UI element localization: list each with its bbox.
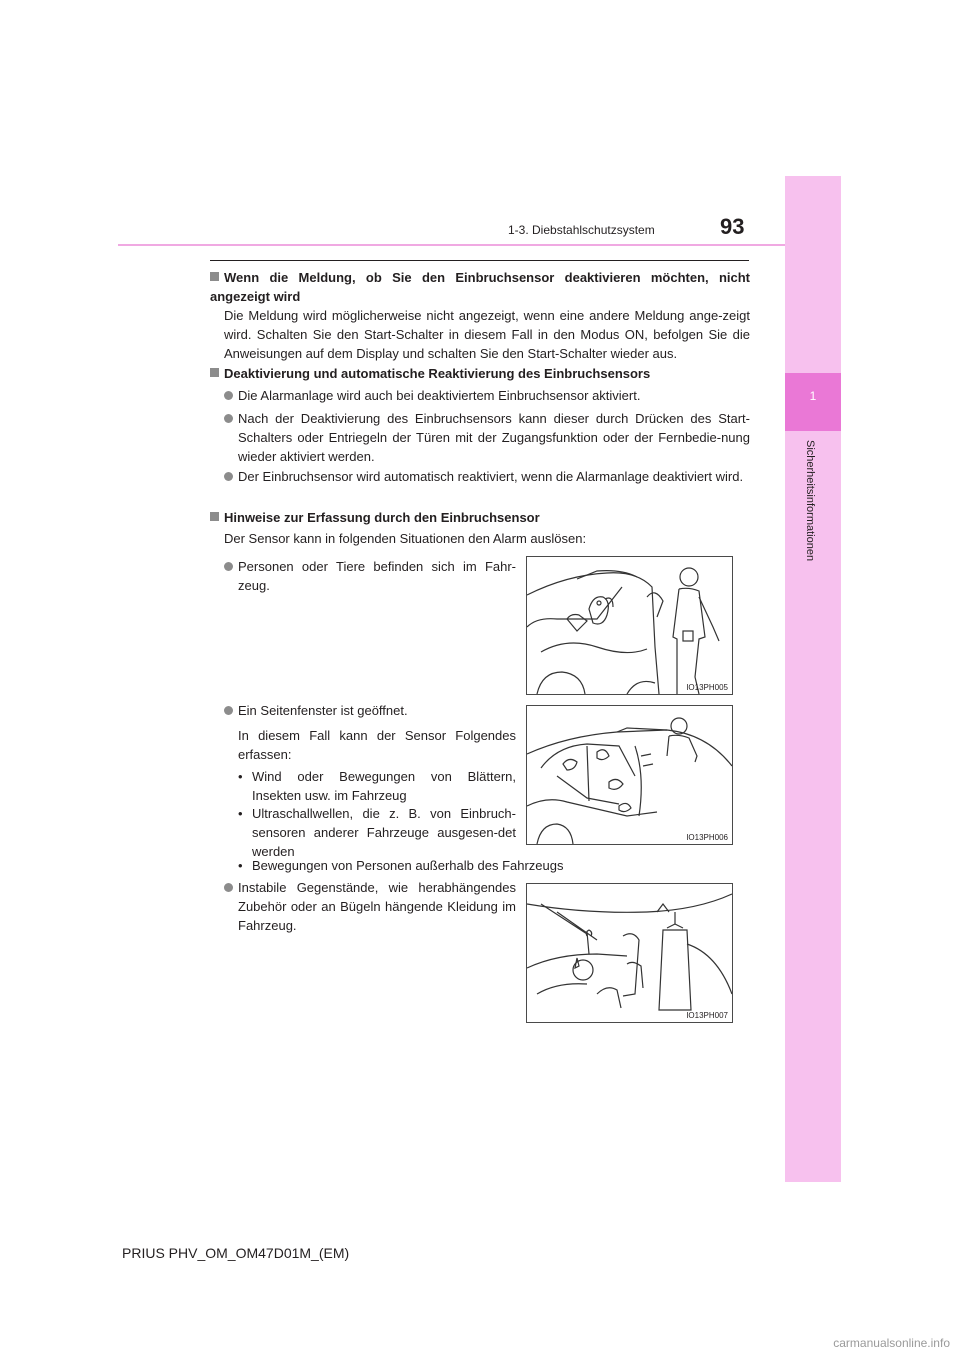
condition-item-window-open bbox=[238, 701, 516, 720]
content-top-rule bbox=[210, 260, 749, 261]
sub-bullet-dot: • bbox=[238, 806, 243, 821]
round-bullet-icon bbox=[224, 391, 233, 400]
figure-code: IO13PH005 bbox=[686, 683, 728, 692]
round-bullet-icon bbox=[224, 562, 233, 571]
page-number: 93 bbox=[720, 214, 745, 239]
section-2-heading bbox=[210, 364, 750, 383]
chapter-title: Sicherheitsinformationen bbox=[804, 440, 816, 562]
section-3-heading bbox=[210, 508, 750, 527]
chapter-number: 1 bbox=[809, 389, 817, 403]
bullet-text: Die Alarmanlage wird auch bei deaktiviertem Einbruchsensor aktiviert. bbox=[238, 388, 641, 403]
figure-person-dog-in-car bbox=[526, 556, 733, 695]
watermark: carmanualsonline.info bbox=[833, 1336, 950, 1350]
figure-code: IO13PH007 bbox=[686, 1011, 728, 1020]
round-bullet-icon bbox=[224, 706, 233, 715]
sub-bullet-text: Ultraschallwellen, die z. B. von Einbruch-sensoren anderer Fahrzeuge ausgesen-det werden bbox=[252, 806, 516, 859]
bullet-text: Instabile Gegenstände, wie herabhängendes Zubehör oder an Bügeln hängende Kleidung im Fahrzeug. bbox=[238, 880, 516, 933]
round-bullet-icon bbox=[224, 414, 233, 423]
chapter-title-vertical bbox=[799, 440, 821, 600]
sub-bullet-item bbox=[238, 767, 516, 805]
sub-bullet-item bbox=[238, 856, 738, 875]
car-dog-person-illustration bbox=[527, 557, 732, 694]
figure-hanging-items bbox=[526, 883, 733, 1023]
bullet-item bbox=[238, 409, 750, 466]
section-3-intro: Der Sensor kann in folgenden Situationen den Alarm auslösen: bbox=[224, 531, 587, 546]
open-window-illustration bbox=[527, 706, 732, 844]
heading-text: Deaktivierung und automatische Reaktivierung des Einbruchsensors bbox=[224, 366, 651, 381]
figure-code: IO13PH006 bbox=[686, 833, 728, 842]
window-detail: In diesem Fall kann der Sensor Folgendes erfassen: bbox=[238, 728, 516, 762]
condition-item-unstable-objects bbox=[238, 878, 516, 935]
interior-hanging-items-illustration bbox=[527, 884, 732, 1022]
heading-text: Hinweise zur Erfassung durch den Einbruchsensor bbox=[224, 510, 540, 525]
bullet-text: Ein Seitenfenster ist geöffnet. bbox=[238, 703, 408, 718]
chapter-sidebar bbox=[785, 176, 841, 1182]
section-1-body: Die Meldung wird möglicherweise nicht angezeigt, wenn eine andere Meldung ange-zeigt wird. Schalten Sie den Start-Schalter in diesem Fall in den Modus ON, befolgen Sie die Anweisungen auf dem Display und schalten Sie den Start-Schalter wieder aus. bbox=[224, 308, 750, 361]
bullet-item bbox=[238, 467, 750, 486]
square-bullet-icon bbox=[210, 272, 219, 281]
sub-bullet-dot: • bbox=[238, 858, 243, 873]
header-rule bbox=[118, 244, 785, 246]
square-bullet-icon bbox=[210, 368, 219, 377]
condition-item-people-animals bbox=[238, 557, 516, 595]
figure-open-window-leaves bbox=[526, 705, 733, 845]
round-bullet-icon bbox=[224, 472, 233, 481]
sub-bullet-text: Wind oder Bewegungen von Blättern, Insekten usw. im Fahrzeug bbox=[252, 769, 516, 803]
chapter-number-tab bbox=[785, 373, 841, 431]
bullet-text: Personen oder Tiere befinden sich im Fahr-zeug. bbox=[238, 559, 516, 593]
bullet-item bbox=[238, 386, 750, 405]
bullet-text: Nach der Deaktivierung des Einbruchsensors kann dieser durch Drücken des Start-Schalters oder Entriegeln der Türen mit der Zugangsfunktion oder der Fernbedie-nung wieder aktiviert werden. bbox=[238, 411, 750, 464]
sub-bullet-item bbox=[238, 804, 516, 861]
square-bullet-icon bbox=[210, 512, 219, 521]
round-bullet-icon bbox=[224, 883, 233, 892]
heading-text: Wenn die Meldung, ob Sie den Einbruchsensor deaktivieren möchten, nicht angezeigt wird bbox=[210, 270, 750, 304]
document-footer: PRIUS PHV_OM_OM47D01M_(EM) bbox=[122, 1245, 350, 1261]
sub-bullet-dot: • bbox=[238, 769, 243, 784]
running-header-section: 1-3. Diebstahlschutzsystem bbox=[508, 223, 655, 237]
bullet-text: Der Einbruchsensor wird automatisch reaktiviert, wenn die Alarmanlage deaktiviert wird. bbox=[238, 469, 744, 484]
section-1-heading bbox=[210, 268, 750, 306]
sub-bullet-text: Bewegungen von Personen außerhalb des Fahrzeugs bbox=[252, 858, 564, 873]
